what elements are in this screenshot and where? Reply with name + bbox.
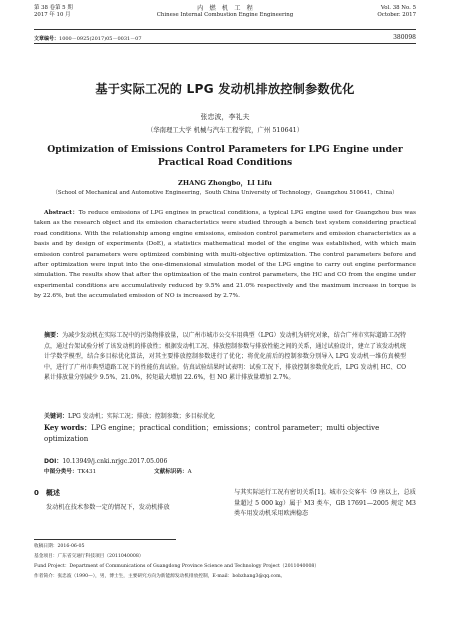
- authors-en: ZHANG Zhongbo，LI Lifu: [178, 179, 272, 187]
- abstract-en: [34, 208, 416, 302]
- footnote-author: 作者简介：张忠波（1990—），男，博士生，主要研究方向为新能源发动机排放控制，E-mail：bobzhang3@qq.com。: [34, 574, 286, 579]
- title-en-line1: Optimization of Emissions Control Parameters for LPG Engine under: [47, 144, 403, 155]
- doi: [44, 456, 167, 465]
- keywords-en: [44, 423, 406, 444]
- volume-cn: 第 38 卷第 5 期: [34, 5, 73, 11]
- doi-link[interactable]: 10.13949/j.cnki.nrjgc.2017.05.006: [62, 458, 168, 465]
- abstract-en-text: To reduce emissions of LPG engines in practical conditions, a typical LPG engine used for Guangzhou bus was taken as the research object and its emission characteristics were studied through a bench test system considering practical road conditions. With the relationship among engine emissions, emission control parameters and emission characteristics as a basis and by design of experiments (DoE), a statistics mathematical model of the engine was established, with which main emission control parameters were optimized combining with multi-objective optimization. The control parameters before and after optimization were input into the one-dimensional simulation model of the LPG engine to carry out engine performance simulation. The results show that after the optimization of the main control parameters, the HC and CO from the engine under experimental conditions are accumulatively reduced by 9.5% and 21.0% respectively and the maximum increase in torque is by 22.6%, but the accumulated emission of NO is increased by 2.7%.: [34, 210, 416, 300]
- body-text-left: 发动机在技术参数一定的情况下，发动机排放: [46, 504, 170, 511]
- date-en: October. 2017: [377, 12, 416, 18]
- volume-en: Vol. 38 No. 5: [380, 5, 416, 11]
- footnote-rule: [34, 539, 176, 540]
- article-id: [34, 35, 142, 42]
- date-cn: 2017 年 10 月: [34, 12, 71, 18]
- header-rule: [34, 29, 416, 30]
- keywords-cn: [44, 411, 406, 420]
- journal-name: [34, 5, 416, 19]
- keywords-en-label: Key words：: [44, 423, 92, 432]
- article-id-rule: [34, 43, 416, 44]
- footnote-fund-cn: 基金项目：广东省交通厅科技项目（2011040008）: [34, 554, 144, 559]
- abstract-cn-label: 摘要：: [44, 332, 63, 339]
- footnote-fund-en: Fund Project：Department of Communications of Guangdong Province Science and Technology Project（2011040008）: [34, 564, 320, 569]
- title-en-line2: Practical Road Conditions: [157, 157, 293, 168]
- abstract-cn: [44, 331, 406, 384]
- clc-value: TK431: [77, 469, 97, 475]
- affiliation-cn: （华南理工大学 机械与汽车工程学院，广州 510641）: [146, 126, 304, 134]
- title-cn: 基于实际工况的 LPG 发动机排放控制参数优化: [95, 82, 355, 96]
- clc-code: [44, 467, 154, 475]
- document-code: [154, 467, 192, 475]
- document-code-value: A: [187, 469, 192, 475]
- journal-name-cn: 内 燃 机 工 程: [197, 5, 253, 12]
- authors-cn: 张忠波，李礼夫: [200, 113, 250, 121]
- running-header: [34, 5, 416, 27]
- journal-name-en: Chinese Internal Combustion Engine Engineering: [156, 12, 294, 18]
- classification: [44, 467, 406, 475]
- article-number: 380098: [393, 34, 416, 41]
- article-id-value: 1000－0925(2017)05－0031－07: [59, 36, 142, 42]
- footnote-received: 收稿日期：2016-06-05: [34, 544, 85, 549]
- keywords-cn-label: 关键词：: [44, 413, 69, 420]
- affiliation-en: （School of Mechanical and Automotive Engineering，South China University of Technology，Guangzhou 510641，China）: [52, 190, 398, 196]
- doi-label: DOI：: [44, 458, 63, 465]
- volume-issue-en: [377, 5, 416, 19]
- body-text-right: 与其实际运行工况有密切关系[1]。城市公交客车（9 座以上，总质量超过 5 000 kg）属于 M3 类车，GB 17691—2005 规定 M3 类车用发动机采用欧洲稳态: [234, 489, 416, 517]
- clc-label: 中图分类号：: [44, 469, 78, 475]
- abstract-en-label: Abstract：: [44, 209, 79, 216]
- article-id-label: 文章编号：: [34, 36, 60, 42]
- title-en: [30, 143, 420, 169]
- section-heading: 0 概述: [34, 489, 60, 497]
- abstract-cn-text: 为减少发动机在实际工况中的污染物排放量，以广州市城市公交车用典型（LPG）发动机为研究对象，结合广州市实际道路工况特点，通过台架试验分析了该发动机的排放性；根据发动机工况、排放控制参数与排放性能之间的关系，通过试验设计，建立了该发动机统计学数学模型，结合多目标优化算法，对其主要排放控制参数进行了优化；将优化前后的控制参数分别导入 LPG 发动机一维仿真模型中，进行了广州市典型道路工况下的性能仿真试验。仿真试验结果时试表明：试验工况下，排放控制参数优化后，LPG 发动机 HC、CO 累计排放量分别减少 9.5%、21.0%，转矩最大增加 22.6%，但 NO 累计排放量增加 2.7%。: [44, 332, 406, 382]
- keywords-en-text: LPG engine；practical condition；emissions；control parameter；multi objective optimization: [44, 424, 380, 443]
- keywords-cn-text: LPG 发动机；实际工况；排放；控制参数；多目标优化: [68, 413, 215, 420]
- document-code-label: 文献标识码：: [154, 469, 188, 475]
